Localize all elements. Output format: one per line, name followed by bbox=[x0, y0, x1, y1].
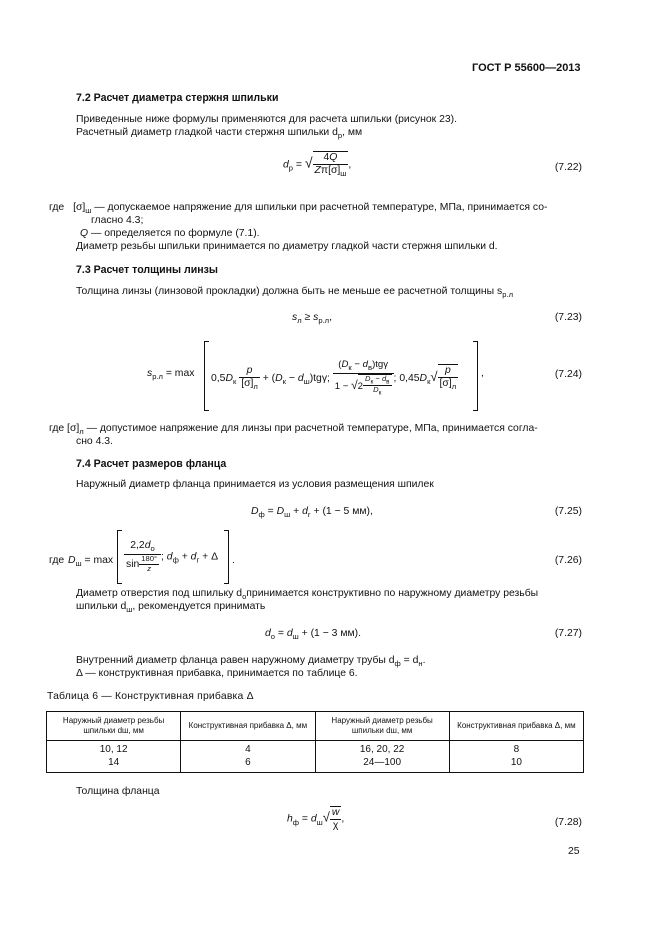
section-7-4-paragraph-2-line-2: шпильки $d_ш$, рекомендуется принимать bbox=[76, 601, 266, 615]
table-6 bbox=[46, 711, 584, 773]
table-cell: 4 bbox=[181, 741, 315, 757]
table-row bbox=[47, 741, 584, 757]
where-block-7-22-line-1b: гласно 4.3; bbox=[91, 215, 144, 226]
table-header-cell: Наружный диаметр резьбы шпильки dш, мм bbox=[315, 712, 449, 741]
table-header-cell: Конструктивная прибавка Δ, мм bbox=[181, 712, 315, 741]
section-7-2-paragraph-3: Диаметр резьбы шпильки принимается по диаметру гладкой части стержня шпильки d. bbox=[76, 241, 498, 252]
equation-number-7-22: (7.22) bbox=[554, 162, 582, 173]
section-7-2-paragraph-2: Расчетный диаметр гладкой части стержня шпильки $d_p$, мм bbox=[76, 127, 363, 141]
where-block-7-22-line-1: где $[\sigma]_ш$ — допускаемое напряжение для шпильки при расчетной температуре, МПа, принимается со- bbox=[49, 202, 548, 216]
equation-7-23: $s_л \ge s_{р.л}$, bbox=[292, 312, 332, 326]
section-7-3-paragraph-1: Толщина линзы (линзовой прокладки) должна быть не меньше ее расчетной толщины $s_{р.л}$ bbox=[76, 286, 513, 300]
table-cell: 8 bbox=[449, 741, 583, 757]
page-number: 25 bbox=[568, 846, 580, 857]
section-7-4-paragraph-3-line-1: Внутренний диаметр фланца равен наружному диаметру трубы $d_ф = d_н$. bbox=[76, 655, 426, 669]
table-cell: 24—100 bbox=[315, 757, 449, 773]
table-6-caption: Таблица 6 — Конструктивная прибавка Δ bbox=[47, 691, 254, 702]
table-header-cell: Конструктивная прибавка Δ, мм bbox=[449, 712, 583, 741]
section-7-4-paragraph-3-line-2: Δ — конструктивная прибавка, принимается по таблице 6. bbox=[76, 668, 358, 679]
table-cell: 10 bbox=[449, 757, 583, 773]
equation-number-7-27: (7.27) bbox=[554, 628, 582, 639]
table-row bbox=[47, 757, 584, 773]
table-cell: 14 bbox=[47, 757, 181, 773]
equation-7-27: $d_о = d_ш + (1 - 3$ мм). bbox=[265, 628, 361, 642]
equation-7-22: $d_p$ = √ $\frac{4Q}{Z\pi[\sigma]_ш}$ , bbox=[283, 152, 352, 179]
document-standard-header: ГОСТ Р 55600—2013 bbox=[472, 62, 581, 74]
equation-7-28: $h_ф = d_ш√$ $\frac{w}{\chi}$ , bbox=[287, 807, 345, 831]
table-header-row bbox=[47, 712, 584, 741]
section-7-3-heading: 7.3 Расчет толщины линзы bbox=[76, 264, 218, 276]
section-7-4-paragraph-1: Наружный диаметр фланца принимается из условия размещения шпилек bbox=[76, 479, 434, 490]
where-block-7-22-line-2: Q — определяется по формуле (7.1). bbox=[80, 228, 260, 239]
section-7-2-heading: 7.2 Расчет диаметра стержня шпильки bbox=[76, 92, 279, 104]
equation-number-7-24: (7.24) bbox=[554, 369, 582, 380]
table-cell: 6 bbox=[181, 757, 315, 773]
section-7-4-paragraph-4: Толщина фланца bbox=[76, 786, 160, 797]
equation-7-25: $D_ф = D_ш + d_г + (1 - 5$ мм), bbox=[251, 506, 373, 520]
equation-number-7-28: (7.28) bbox=[554, 817, 582, 828]
section-7-4-paragraph-2-line-1: Диаметр отверстия под шпильку $d_опринимается$ конструктивно по наружному диаметру резьбы bbox=[76, 588, 539, 602]
equation-number-7-25: (7.25) bbox=[554, 506, 582, 517]
where-block-7-24-line-2: сно 4.3. bbox=[76, 436, 113, 447]
section-7-2-paragraph-1: Приведенные ниже формулы применяются для расчета шпильки (рисунок 23). bbox=[76, 114, 457, 125]
section-7-4-heading: 7.4 Расчет размеров фланца bbox=[76, 458, 227, 470]
table-cell: 16, 20, 22 bbox=[315, 741, 449, 757]
equation-number-7-26: (7.26) bbox=[554, 555, 582, 566]
equation-number-7-23: (7.23) bbox=[554, 312, 582, 323]
table-cell: 10, 12 bbox=[47, 741, 181, 757]
where-block-7-26: где bbox=[49, 555, 65, 566]
table-header-cell: Наружный диаметр резьбы шпильки dш, мм bbox=[47, 712, 181, 741]
where-block-7-24-line-1: где $[\sigma]_л$ — допустимое напряжение для линзы при расчетной температуре, МПа, принимается согла- bbox=[49, 423, 538, 437]
